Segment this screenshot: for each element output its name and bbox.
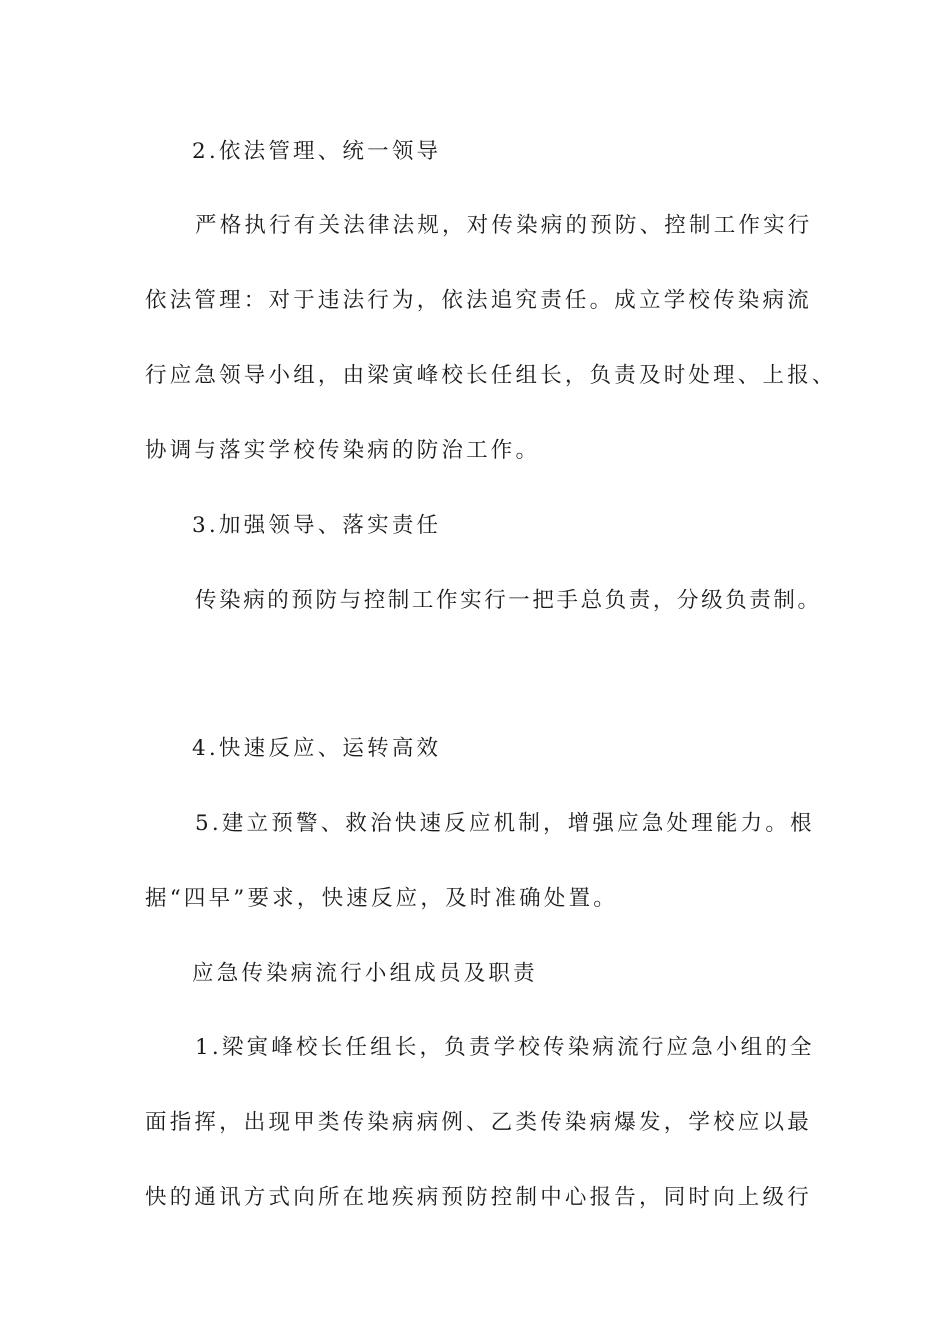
- paragraph-line: 传染病的预防与控制工作实行一把手总负责，分级负责制。: [195, 588, 822, 613]
- heading-3: 3.加强领导、落实责任: [192, 513, 442, 538]
- section-heading: 应急传染病流行小组成员及职责: [192, 961, 538, 986]
- heading-2: 2.依法管理、统一领导: [192, 139, 442, 164]
- paragraph-line: 协调与落实学校传染病的防治工作。: [145, 438, 541, 463]
- paragraph-line: 快的通讯方式向所在地疾病预防控制中心报告，同时向上级行: [145, 1185, 812, 1210]
- paragraph-line: 严格执行有关法律法规，对传染病的预防、控制工作实行: [195, 213, 813, 238]
- paragraph-line: 5.建立预警、救治快速反应机制，增强应急处理能力。根: [195, 811, 815, 836]
- paragraph-line: 依法管理：对于违法行为，依法追究责任。成立学校传染病流: [145, 288, 812, 313]
- paragraph-line: 据“四早”要求，快速反应，及时准确处置。: [145, 886, 618, 911]
- paragraph-line: 面指挥，出现甲类传染病病例、乙类传染病爆发，学校应以最: [145, 1110, 812, 1135]
- heading-4: 4.快速反应、运转高效: [192, 736, 442, 761]
- paragraph-line: 1.梁寅峰校长任组长，负责学校传染病流行应急小组的全: [195, 1035, 815, 1060]
- paragraph-line: 行应急领导小组，由梁寅峰校长任组长，负责及时处理、上报、: [145, 363, 837, 388]
